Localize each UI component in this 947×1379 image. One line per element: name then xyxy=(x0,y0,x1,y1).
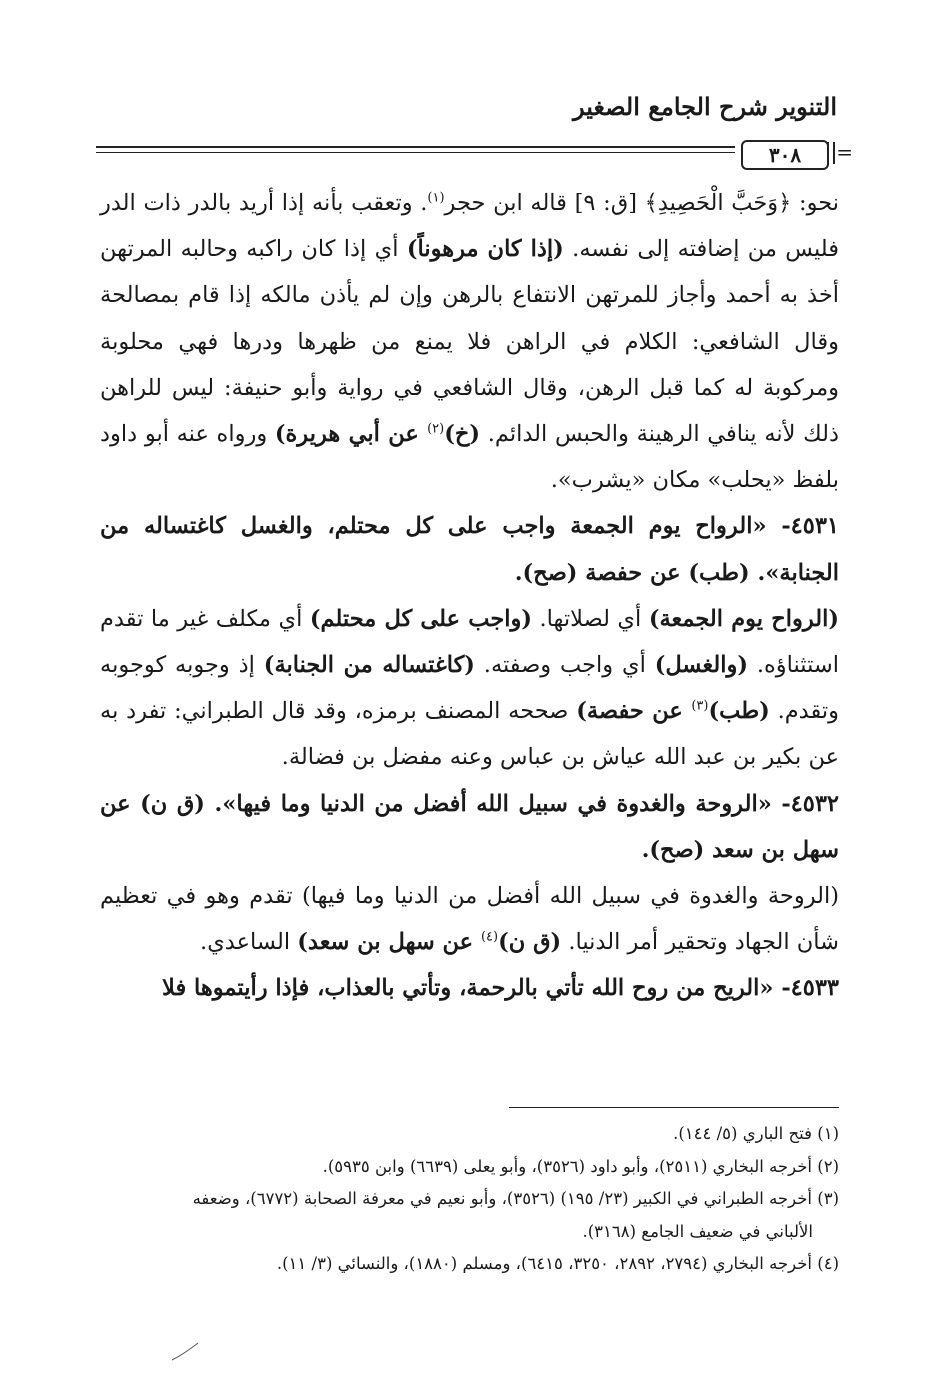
footnotes xyxy=(100,1118,839,1281)
bold-lemma: (خ) xyxy=(444,421,481,448)
hadith-4531: ٤٥٣١- «الرواح يوم الجمعة واجب على كل محتلم، والغسل كاغتساله من الجنابة». (طب) عن حفصة (صح). xyxy=(100,513,839,586)
main-text xyxy=(100,180,839,1012)
text-run: أي مكلف غير ما تقدم استثناؤه. xyxy=(100,605,839,679)
footnote-separator xyxy=(509,1107,839,1108)
running-title: التنوير شرح الجامع الصغير xyxy=(573,92,837,121)
bold-lemma: (الرواح يوم الجمعة) xyxy=(648,605,840,632)
bold-lemma: (كاغتساله من الجنابة) xyxy=(263,652,475,679)
hadith-4532: ٤٥٣٢- «الروحة والغدوة في سبيل الله أفضل من الدنيا وما فيها». (ق ن) عن سهل بن سعد (صح). xyxy=(100,790,839,863)
bold-lemma: عن سهل بن سعد) xyxy=(297,929,481,956)
footnote-4: (٤) أخرجه البخاري (٢٧٩٤، ٢٨٩٢، ٣٢٥٠، ٦٤١٥)، ومسلم (١٨٨٠)، والنسائي (٣/ ١١). xyxy=(276,1254,839,1273)
text-run: أي إذا كان راكبه وحالبه المرتهن أخذ به أحمد وأجاز للمرتهن الانتفاع بالرهن وإن لم يأذن مالكه إذا قام بمصالحة وقال الشافعي: الكلام في الراهن فلا يمنع من ظهرها ودرها فهي محلوبة ومركوبة له كما قبل الرهن، وقال الشافعي في رواية وأبو حنيفة: ليس للراهن ذلك لأنه ينافي الرهينة والحبس الدائم. xyxy=(100,236,839,448)
footnote-ref: (٢) xyxy=(427,421,445,437)
bold-lemma: عن أبي هريرة) xyxy=(274,421,428,448)
header-rule xyxy=(96,140,853,170)
commentary-paragraph-2 xyxy=(100,596,839,781)
bold-lemma: (ق ن) xyxy=(498,929,562,956)
commentary-paragraph-3 xyxy=(100,873,839,965)
text-run: نحو: ﴿وَحَبَّ الْحَصِيدِ﴾ [ق: ٩] قاله ابن حجر xyxy=(444,190,839,216)
page-number: ٣٠٨ xyxy=(741,140,829,170)
footnote-1: (١) فتح الباري (٥/ ١٤٤). xyxy=(673,1124,839,1143)
text-run: صححه المصنف برمزه، وقد قال الطبراني: تفرد به عن بكير بن عبد الله عياش بن عباس وعنه مفضل بن فضالة. xyxy=(100,698,839,771)
pen-stroke-mark xyxy=(170,1340,200,1364)
text-run: أي لصلاتها. xyxy=(532,605,649,632)
page-mark: = xyxy=(836,140,853,164)
page-number-bars xyxy=(827,142,835,164)
commentary-paragraph-1 xyxy=(100,180,839,503)
bold-lemma: عن حفصة) xyxy=(576,698,692,725)
footnote-ref: (٤) xyxy=(480,929,499,945)
bold-lemma: (والغسل) xyxy=(654,652,748,679)
bold-lemma: (طب) xyxy=(708,698,770,725)
text-run: إذ وجوبه كوجوبه وتقدم. xyxy=(100,652,840,725)
text-run: (الروحة والغدوة في سبيل الله أفضل من الدنيا وما فيها) تقدم وهو في تعظيم شأن الجهاد وتحقير أمر الدنيا. xyxy=(100,883,839,956)
text-run: . وتعقب بأنه إذا أريد بالدر ذات الدر فليس من إضافته إلى نفسه. xyxy=(100,190,839,263)
text-run: أي واجب وصفته. xyxy=(474,652,655,679)
header-rule-thick xyxy=(96,146,735,148)
hadith-4533: ٤٥٣٣- «الريح من روح الله تأتي بالرحمة، وتأتي بالعذاب، فإذا رأيتموها فلا xyxy=(162,975,839,1002)
bold-lemma: (إذا كان مرهوناً) xyxy=(406,236,564,263)
footnote-3-continued: الألباني في ضعيف الجامع (٣١٦٨). xyxy=(582,1221,813,1241)
footnote-2: (٢) أخرجه البخاري (٢٥١١)، وأبو داود (٣٥٢٦)، وأبو يعلى (٦٦٣٩) وابن ٥٩٣٥). xyxy=(322,1156,839,1176)
footnote-3: (٣) أخرجه الطبراني في الكبير (٢٣/ ١٩٥) (٣٥٢٦)، وأبو نعيم في معرفة الصحابة (٦٧٧٢)، وضعفه xyxy=(192,1189,839,1208)
text-run: ورواه عنه أبو داود بلفظ «يحلب» مكان «يشرب». xyxy=(100,421,839,494)
footnote-ref: (٣) xyxy=(691,698,709,714)
header-rule-thin xyxy=(96,152,735,153)
text-run: الساعدي. xyxy=(200,929,298,956)
footnote-ref: (١) xyxy=(427,190,445,206)
bold-lemma: (واجب على كل محتلم) xyxy=(309,605,532,632)
